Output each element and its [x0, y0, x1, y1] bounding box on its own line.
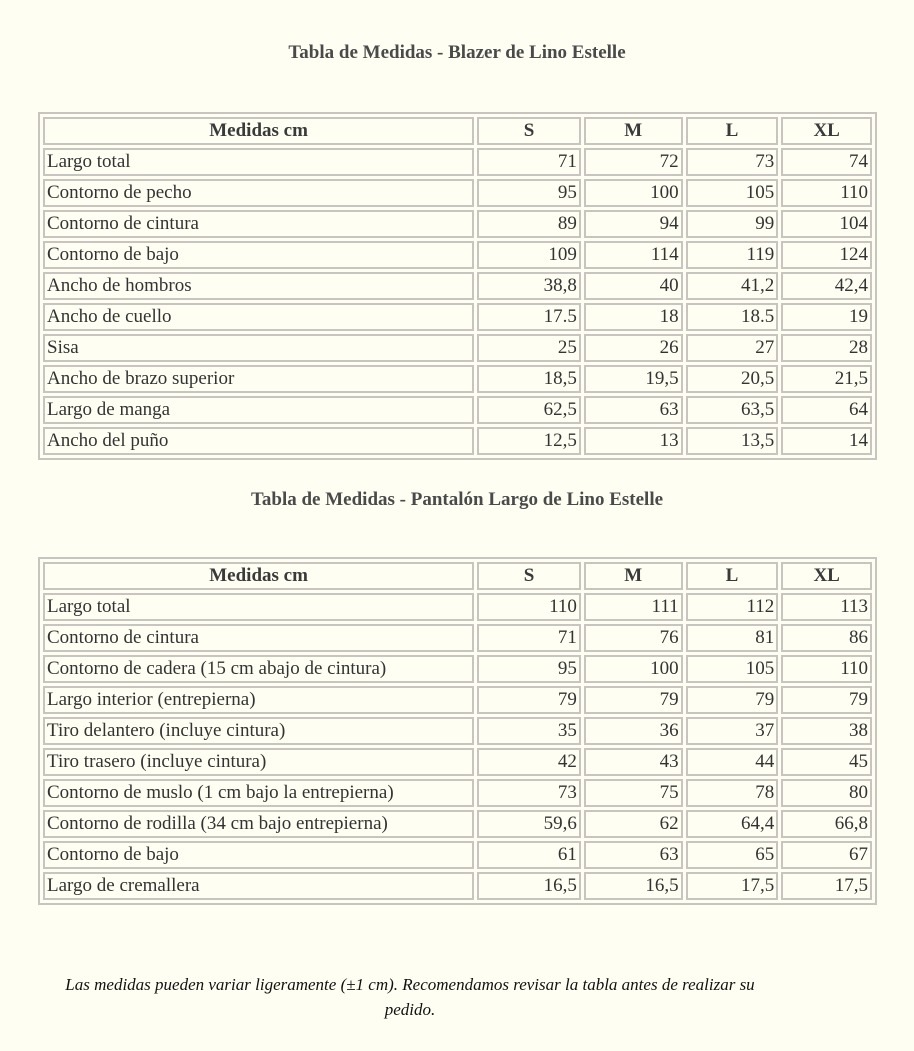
- measure-value-cell: 124: [781, 241, 872, 269]
- measure-value-cell: 43: [584, 748, 683, 776]
- measure-value-cell: 17,5: [686, 872, 779, 900]
- measure-value-cell: 110: [781, 655, 872, 683]
- measure-value-cell: 79: [686, 686, 779, 714]
- measure-value-cell: 95: [477, 655, 581, 683]
- table-row: [43, 334, 872, 362]
- measure-label-cell: Contorno de bajo: [43, 241, 474, 269]
- column-header-size: S: [477, 117, 581, 145]
- measure-value-cell: 104: [781, 210, 872, 238]
- measure-label-cell: Largo interior (entrepierna): [43, 686, 474, 714]
- measure-label-cell: Contorno de muslo (1 cm bajo la entrepierna): [43, 779, 474, 807]
- measure-value-cell: 110: [781, 179, 872, 207]
- column-header-measure: Medidas cm: [43, 562, 474, 590]
- measure-value-cell: 78: [686, 779, 779, 807]
- blazer-size-table: [38, 112, 877, 460]
- measure-value-cell: 65: [686, 841, 779, 869]
- measure-value-cell: 37: [686, 717, 779, 745]
- column-header-size: L: [686, 117, 779, 145]
- measure-value-cell: 72: [584, 148, 683, 176]
- measure-value-cell: 19: [781, 303, 872, 331]
- measure-value-cell: 19,5: [584, 365, 683, 393]
- column-header-size: L: [686, 562, 779, 590]
- measure-label-cell: Ancho de cuello: [43, 303, 474, 331]
- measure-value-cell: 80: [781, 779, 872, 807]
- measure-value-cell: 111: [584, 593, 683, 621]
- measure-value-cell: 38: [781, 717, 872, 745]
- measure-label-cell: Contorno de rodilla (34 cm bajo entrepierna): [43, 810, 474, 838]
- measure-value-cell: 119: [686, 241, 779, 269]
- column-header-size: XL: [781, 117, 872, 145]
- measure-value-cell: 20,5: [686, 365, 779, 393]
- measure-label-cell: Ancho de hombros: [43, 272, 474, 300]
- measure-value-cell: 71: [477, 148, 581, 176]
- table-row: [43, 241, 872, 269]
- measure-value-cell: 109: [477, 241, 581, 269]
- table-row: [43, 717, 872, 745]
- table-row: [43, 872, 872, 900]
- measure-value-cell: 67: [781, 841, 872, 869]
- measure-value-cell: 114: [584, 241, 683, 269]
- measure-value-cell: 35: [477, 717, 581, 745]
- measure-label-cell: Tiro trasero (incluye cintura): [43, 748, 474, 776]
- measure-value-cell: 100: [584, 655, 683, 683]
- table-row: [43, 396, 872, 424]
- measure-value-cell: 66,8: [781, 810, 872, 838]
- table-header-row: [43, 562, 872, 590]
- measure-value-cell: 79: [584, 686, 683, 714]
- column-header-size: M: [584, 562, 683, 590]
- measure-value-cell: 75: [584, 779, 683, 807]
- table-row: [43, 686, 872, 714]
- measure-value-cell: 40: [584, 272, 683, 300]
- table-row: [43, 624, 872, 652]
- measure-label-cell: Ancho del puño: [43, 427, 474, 455]
- measure-value-cell: 16,5: [477, 872, 581, 900]
- column-header-measure: Medidas cm: [43, 117, 474, 145]
- measure-label-cell: Contorno de pecho: [43, 179, 474, 207]
- table-row: [43, 810, 872, 838]
- measure-value-cell: 18: [584, 303, 683, 331]
- measure-value-cell: 25: [477, 334, 581, 362]
- measure-label-cell: Largo total: [43, 593, 474, 621]
- measure-value-cell: 61: [477, 841, 581, 869]
- measure-label-cell: Contorno de bajo: [43, 841, 474, 869]
- measure-value-cell: 13,5: [686, 427, 779, 455]
- measure-value-cell: 64,4: [686, 810, 779, 838]
- table-row: [43, 365, 872, 393]
- measure-value-cell: 105: [686, 179, 779, 207]
- measure-value-cell: 110: [477, 593, 581, 621]
- measure-value-cell: 38,8: [477, 272, 581, 300]
- measure-value-cell: 64: [781, 396, 872, 424]
- measure-label-cell: Largo de cremallera: [43, 872, 474, 900]
- pants-table-title: Tabla de Medidas - Pantalón Largo de Lino Estelle: [250, 489, 664, 510]
- measure-label-cell: Contorno de cintura: [43, 210, 474, 238]
- table-row: [43, 655, 872, 683]
- measure-value-cell: 89: [477, 210, 581, 238]
- measure-value-cell: 27: [686, 334, 779, 362]
- measure-label-cell: Contorno de cintura: [43, 624, 474, 652]
- measure-value-cell: 45: [781, 748, 872, 776]
- table-row: [43, 593, 872, 621]
- measure-value-cell: 18,5: [477, 365, 581, 393]
- table-row: [43, 841, 872, 869]
- measure-value-cell: 79: [477, 686, 581, 714]
- table-row: [43, 272, 872, 300]
- blazer-table-title: Tabla de Medidas - Blazer de Lino Estelle: [288, 42, 626, 63]
- measure-label-cell: Tiro delantero (incluye cintura): [43, 717, 474, 745]
- measure-value-cell: 63: [584, 841, 683, 869]
- measure-value-cell: 73: [477, 779, 581, 807]
- measure-value-cell: 17,5: [781, 872, 872, 900]
- measure-value-cell: 28: [781, 334, 872, 362]
- table-row: [43, 148, 872, 176]
- measure-value-cell: 13: [584, 427, 683, 455]
- measure-value-cell: 81: [686, 624, 779, 652]
- measure-label-cell: Largo total: [43, 148, 474, 176]
- measure-value-cell: 17.5: [477, 303, 581, 331]
- measure-value-cell: 26: [584, 334, 683, 362]
- column-header-size: S: [477, 562, 581, 590]
- measure-value-cell: 100: [584, 179, 683, 207]
- measure-value-cell: 21,5: [781, 365, 872, 393]
- measure-value-cell: 105: [686, 655, 779, 683]
- measure-value-cell: 79: [781, 686, 872, 714]
- measure-value-cell: 95: [477, 179, 581, 207]
- measure-value-cell: 113: [781, 593, 872, 621]
- table-row: [43, 210, 872, 238]
- measure-value-cell: 59,6: [477, 810, 581, 838]
- pants-size-table: [38, 557, 877, 905]
- measure-value-cell: 112: [686, 593, 779, 621]
- measure-value-cell: 73: [686, 148, 779, 176]
- measure-value-cell: 63,5: [686, 396, 779, 424]
- table-header-row: [43, 117, 872, 145]
- table-row: [43, 427, 872, 455]
- measure-value-cell: 76: [584, 624, 683, 652]
- table-row: [43, 179, 872, 207]
- measure-value-cell: 94: [584, 210, 683, 238]
- measure-value-cell: 14: [781, 427, 872, 455]
- measure-value-cell: 36: [584, 717, 683, 745]
- measure-value-cell: 42,4: [781, 272, 872, 300]
- measure-label-cell: Ancho de brazo superior: [43, 365, 474, 393]
- measure-value-cell: 74: [781, 148, 872, 176]
- measure-value-cell: 62: [584, 810, 683, 838]
- measure-value-cell: 16,5: [584, 872, 683, 900]
- measure-label-cell: Sisa: [43, 334, 474, 362]
- measure-value-cell: 63: [584, 396, 683, 424]
- measure-value-cell: 44: [686, 748, 779, 776]
- measure-value-cell: 99: [686, 210, 779, 238]
- measure-value-cell: 18.5: [686, 303, 779, 331]
- column-header-size: XL: [781, 562, 872, 590]
- measure-value-cell: 12,5: [477, 427, 581, 455]
- table-row: [43, 303, 872, 331]
- measure-value-cell: 41,2: [686, 272, 779, 300]
- measure-label-cell: Largo de manga: [43, 396, 474, 424]
- measure-label-cell: Contorno de cadera (15 cm abajo de cintura): [43, 655, 474, 683]
- measure-value-cell: 42: [477, 748, 581, 776]
- measure-value-cell: 62,5: [477, 396, 581, 424]
- table-row: [43, 748, 872, 776]
- measure-value-cell: 71: [477, 624, 581, 652]
- measure-value-cell: 86: [781, 624, 872, 652]
- measurement-footnote: Las medidas pueden variar ligeramente (±1 cm). Recomendamos revisar la tabla antes de realizar su pedido.: [65, 975, 755, 1019]
- column-header-size: M: [584, 117, 683, 145]
- table-row: [43, 779, 872, 807]
